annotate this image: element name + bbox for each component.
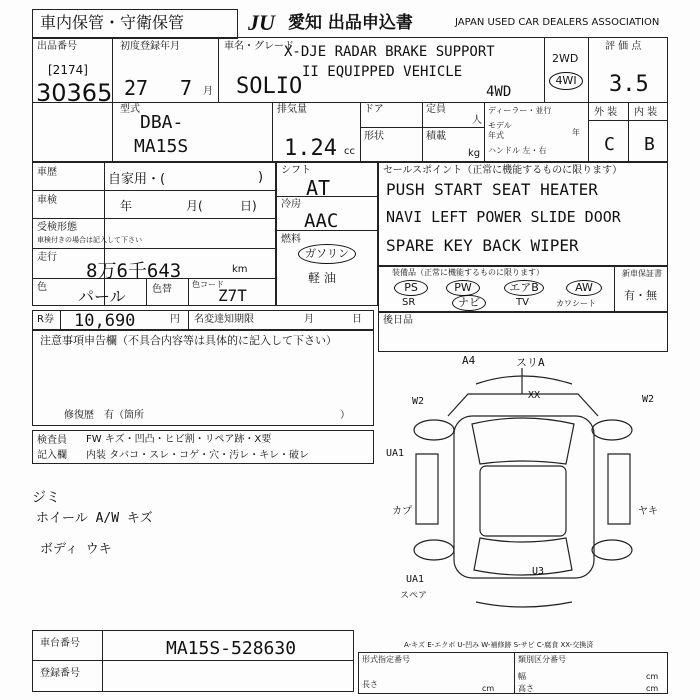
class-number-label: 類別区分番号	[518, 655, 566, 664]
load-unit: kg	[468, 148, 481, 159]
history-label: 車歴	[37, 167, 57, 178]
exterior-grade: C	[604, 134, 615, 155]
diagram-label-w2-left: W2	[412, 396, 425, 407]
equip-airbag: エアB	[504, 280, 544, 296]
inspection-year: 年	[120, 199, 133, 213]
equip-seat: カワシート	[556, 299, 596, 308]
drive-4wd-circled: 4WI	[549, 72, 583, 90]
car-outline	[376, 354, 668, 626]
chassis-value: MA15S-528630	[166, 638, 297, 659]
inspection-month: 月(	[186, 199, 203, 213]
name-change-day: 日	[352, 314, 362, 325]
diagram-legend: A-キズ E-エクボ U-凹み W-補修跡 S-サビ C-腐食 XX-交換済	[404, 641, 594, 649]
notes-label: 注意事項申告欄（不具合内容等は具体的に記入して下さい）	[40, 334, 337, 347]
diagram-label-ua1-bottom: UA1	[406, 574, 425, 585]
rating-score: 3.5	[609, 72, 649, 97]
diagram-label-kapu: カプ	[392, 506, 412, 517]
form-number-label: 形式指定番号	[362, 655, 410, 664]
model-type-label: 型式	[120, 104, 140, 115]
inspector-row1: FW キズ・凹凸・ヒビ割・リペア跡・X要	[86, 434, 272, 445]
shape-label: 形状	[364, 131, 384, 142]
doors-label: ドア	[364, 104, 384, 115]
selling-point-line2: NAVI LEFT POWER SLIDE DOOR	[386, 208, 621, 226]
history-value: 自家用・(	[108, 172, 166, 187]
ac-label: 冷房	[281, 199, 301, 210]
equip-navi: ナビ	[452, 295, 486, 311]
color-change-label: 色替	[152, 284, 172, 295]
displacement-label: 排気量	[277, 104, 307, 115]
model-label: 車名・グレード	[224, 41, 294, 52]
model-grade-line1: X-DJE RADAR BRAKE SUPPORT	[284, 44, 495, 60]
height-label: 高さ	[518, 684, 534, 693]
interior-label: 内 装	[634, 107, 658, 118]
mileage-label: 走行	[37, 252, 57, 263]
later-items-block	[378, 312, 668, 352]
equip-pw: PW	[446, 280, 480, 296]
inspector-note-1: ジミ	[32, 490, 60, 506]
selling-point-line3: SPARE KEY BACK WIPER	[386, 236, 579, 255]
drive-2wd-label: 2WD	[552, 52, 579, 65]
model-year-label: モデル 年式	[488, 121, 512, 140]
model-drive: 4WD	[486, 84, 512, 100]
model-type-line1: DBA-	[140, 112, 184, 133]
recycle-amount: 10,690	[74, 311, 136, 331]
damage-diagram	[376, 354, 668, 626]
fuel-other: 軽 油	[308, 271, 336, 285]
registration-label: 初度登録年月	[120, 41, 180, 52]
diagram-label-yaki: ヤキ	[638, 506, 658, 517]
storage-label: 車内保管・守衛保管	[40, 13, 185, 32]
later-items-label: 後日品	[383, 315, 413, 326]
diagram-label-xx: XX	[528, 390, 541, 401]
handle-label: ハンドル 左・右	[488, 146, 547, 155]
capacity-label: 定員	[426, 104, 446, 115]
diagram-label-w2-right: W2	[642, 394, 655, 405]
inspector-label-2: 記入欄	[37, 450, 67, 461]
chassis-label: 車台番号	[40, 638, 80, 649]
repair-label: 修復歴 有（箇所	[64, 410, 144, 421]
shift-label: シフト	[281, 165, 311, 176]
inspector-note-3: ボディ ウキ	[40, 542, 112, 557]
selling-points-label: セールスポイント（正常に機能するものに限ります）	[383, 165, 623, 176]
diagram-label-sura: スリA	[516, 356, 545, 369]
reg-number-label: 登録番号	[40, 668, 80, 679]
capacity-unit: 人	[472, 115, 482, 126]
shift-value: AT	[306, 176, 331, 200]
lot-small-number: [2174]	[48, 63, 88, 77]
name-change-label: 名変達知期限	[194, 314, 254, 325]
displacement-value: 1.24	[284, 136, 337, 161]
mileage-unit: km	[232, 264, 248, 275]
selling-point-line1: PUSH START SEAT HEATER	[386, 180, 598, 199]
registration-month-suffix: 月	[203, 86, 213, 97]
ac-value: AAC	[304, 210, 339, 232]
recycle-label: R券	[37, 314, 54, 325]
diagram-label-a4: A4	[462, 354, 476, 367]
mileage-value: 8万6千643	[86, 260, 182, 282]
equip-aw: AW	[566, 280, 602, 296]
inspector-note-2: ホイール A/W キズ	[36, 511, 153, 526]
association-name: JAPAN USED CAR DEALERS ASSOCIATION	[455, 17, 660, 28]
displacement-unit: cc	[344, 146, 355, 157]
model-grade-line2: II EQUIPPED VEHICLE	[302, 64, 463, 80]
rating-label: 評 価 点	[605, 41, 642, 52]
model-type-line2: MA15S	[134, 136, 189, 157]
inspector-label-1: 検査員	[37, 435, 67, 446]
name-change-month: 月	[304, 314, 314, 325]
fuel-label: 燃料	[281, 234, 301, 245]
model-year-char: 年	[572, 128, 580, 137]
length-label: 長さ	[362, 680, 378, 689]
equip-ps: PS	[394, 280, 428, 296]
recycle-unit: 円	[170, 314, 180, 325]
registration-year: 27	[124, 76, 149, 100]
dealer-label: ディーラー・並行	[488, 106, 552, 115]
diagram-label-ua1-top: UA1	[386, 448, 405, 459]
color-value: パール	[78, 287, 126, 306]
acceptance-note: 車検付きの場合は記入して下さい	[37, 236, 142, 244]
fuel-selected: ガソリン	[298, 244, 356, 264]
equip-tv: TV	[516, 297, 529, 308]
load-label: 積載	[426, 131, 446, 142]
lot-number: 30365	[36, 79, 113, 107]
model-name: SOLIO	[236, 74, 303, 99]
exterior-label: 外 装	[594, 107, 618, 118]
ju-logo: JU	[248, 10, 275, 35]
acceptance-label: 受検形態	[37, 222, 77, 233]
width-label: 幅	[518, 672, 526, 681]
inspector-row2: 内装 タバコ・スレ・コゲ・穴・汚レ・キレ・破レ	[86, 450, 309, 461]
lot-label: 出品番号	[37, 41, 77, 52]
history-paren: )	[258, 170, 264, 185]
color-label: 色	[37, 282, 47, 293]
height-unit: cm	[646, 684, 659, 693]
registration-month: 7	[180, 76, 193, 100]
color-code-label: 色コード	[192, 280, 224, 289]
repair-close: ）	[340, 410, 350, 421]
interior-grade: B	[644, 134, 655, 155]
warranty-label: 新車保証書	[622, 269, 662, 278]
diagram-label-spare: スペア	[400, 591, 428, 601]
equipment-label: 装備品（正常に機能するものに限ります）	[392, 268, 544, 277]
warranty-value: 有・無	[624, 289, 657, 302]
form-title: 愛知 出品申込書	[288, 13, 413, 33]
color-code-value: Z7T	[218, 286, 247, 305]
length-unit: cm	[482, 684, 495, 693]
diagram-label-u3: U3	[532, 566, 545, 577]
inspection-day: 日)	[240, 199, 257, 213]
width-unit: cm	[646, 672, 659, 681]
equip-sr: SR	[402, 297, 416, 308]
inspection-label: 車検	[37, 195, 57, 206]
